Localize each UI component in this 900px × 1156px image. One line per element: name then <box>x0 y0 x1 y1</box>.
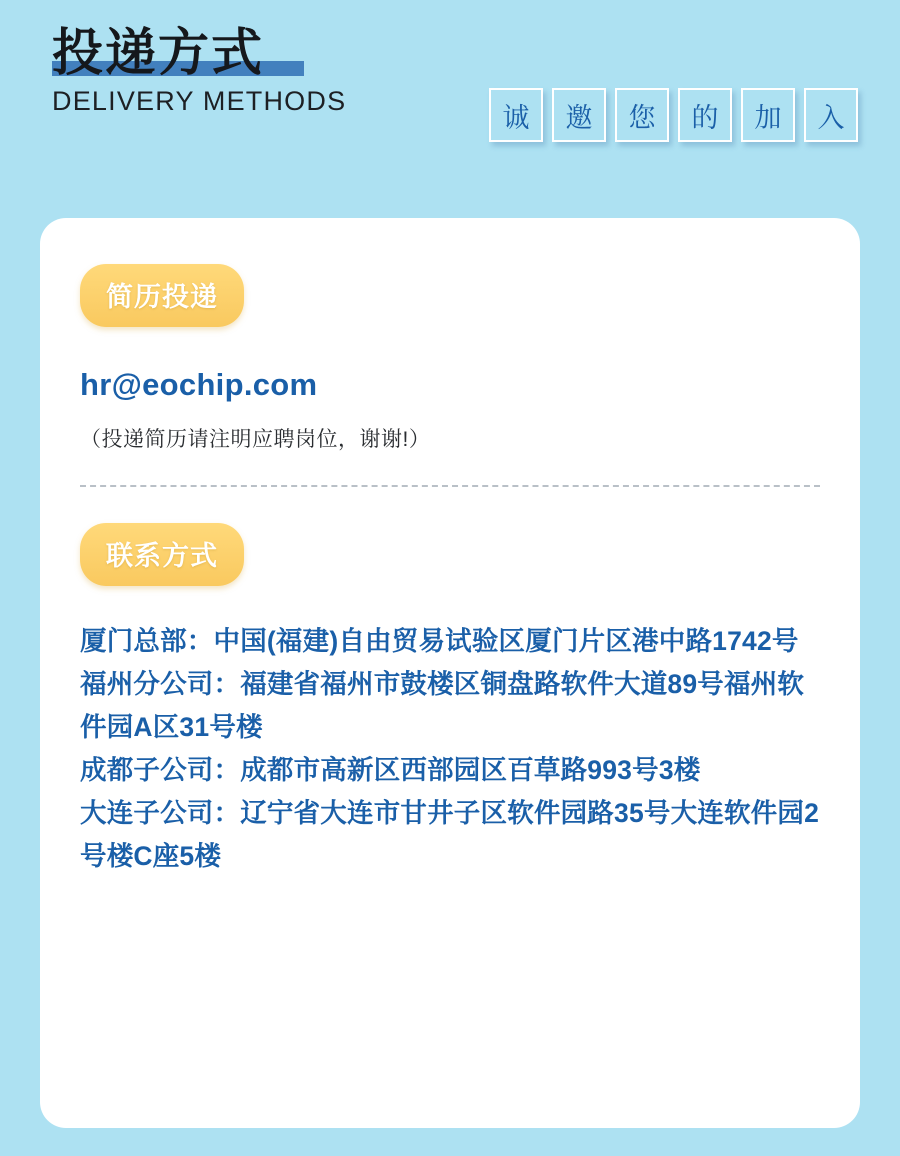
page-header <box>0 0 900 160</box>
contact-section-pill: 联系方式 <box>80 523 244 586</box>
title-cn-wrap <box>52 26 264 80</box>
contact-section <box>80 487 820 878</box>
invite-char-6: 入 <box>804 88 858 142</box>
invite-char-2: 邀 <box>552 88 606 142</box>
invite-char-4: 的 <box>678 88 732 142</box>
hr-email[interactable]: hr@eochip.com <box>80 367 318 402</box>
resume-section-pill: 简历投递 <box>80 264 244 327</box>
invite-char-1: 诚 <box>489 88 543 142</box>
page-title-en: DELIVERY METHODS <box>52 85 347 116</box>
resume-section <box>80 264 820 453</box>
invite-phrase <box>489 88 858 142</box>
invite-char-5: 加 <box>741 88 795 142</box>
address-list <box>80 620 820 878</box>
address-item: 成都子公司：成都市高新区西部园区百草路993号3楼 <box>80 754 701 785</box>
address-item: 福州分公司：福建省福州市鼓楼区铜盘路软件大道89号福州软件园A区31号楼 <box>80 668 805 742</box>
address-item: 大连子公司：辽宁省大连市甘井子区软件园路35号大连软件园2号楼C座5楼 <box>80 797 820 871</box>
resume-note: （投递简历请注明应聘岗位，谢谢!） <box>80 428 431 451</box>
page-title-cn: 投递方式 <box>52 24 265 81</box>
invite-char-3: 您 <box>615 88 669 142</box>
content-card <box>40 218 860 1128</box>
title-block <box>52 26 346 117</box>
address-item: 厦门总部：中国(福建)自由贸易试验区厦门片区港中路1742号 <box>80 626 799 656</box>
